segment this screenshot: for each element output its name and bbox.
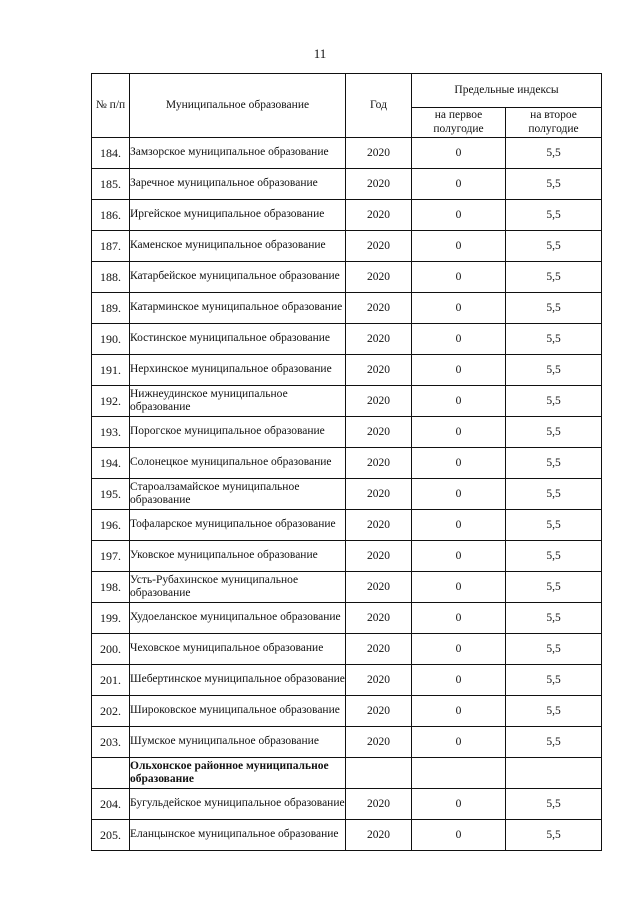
table-row [92,727,602,758]
table-row [92,696,602,727]
cell-first-half: 0 [412,603,506,634]
table-row [92,572,602,603]
cell-second-half: 5,5 [506,727,602,758]
page-number: 11 [313,46,327,61]
cell-second-half: 5,5 [506,355,602,386]
cell-municipality: Костинское муниципальное образование [130,324,346,355]
cell-second-half: 5,5 [506,169,602,200]
cell-number: 197. [92,541,130,572]
cell-second-half: 5,5 [506,789,602,820]
cell-year: 2020 [346,138,412,169]
cell-municipality: Солонецкое муниципальное образование [130,448,346,479]
cell-year: 2020 [346,820,412,851]
table-row [92,262,602,293]
cell-second-half: 5,5 [506,510,602,541]
table-row [92,293,602,324]
cell-municipality: Шумское муниципальное образование [130,727,346,758]
cell-municipality: Порогское муниципальное образование [130,417,346,448]
cell-municipality: Усть-Рубахинское муниципальное образование [130,572,346,603]
table-row [92,603,602,634]
cell-number: 184. [92,138,130,169]
table-row [92,386,602,417]
header-number: № п/п [92,74,130,138]
header-year: Год [346,74,412,138]
cell-second-half: 5,5 [506,448,602,479]
section-row [92,758,602,789]
cell-first-half: 0 [412,200,506,231]
cell-number: 188. [92,262,130,293]
cell-first-half: 0 [412,386,506,417]
table-row [92,665,602,696]
cell-second-half: 5,5 [506,696,602,727]
header-first-half: на первое полугодие [412,108,506,138]
cell-first-half: 0 [412,417,506,448]
cell-municipality: Уковское муниципальное образование [130,541,346,572]
cell-first-half: 0 [412,448,506,479]
cell-number: 193. [92,417,130,448]
cell-year: 2020 [346,324,412,355]
cell-year: 2020 [346,510,412,541]
cell-second-half: 5,5 [506,665,602,696]
cell-second-half: 5,5 [506,138,602,169]
cell-year: 2020 [346,417,412,448]
cell-year: 2020 [346,665,412,696]
cell-number: 190. [92,324,130,355]
cell-number: 204. [92,789,130,820]
cell-municipality: Худоеланское муниципальное образование [130,603,346,634]
cell-first-half: 0 [412,262,506,293]
cell-number: 191. [92,355,130,386]
table-row [92,138,602,169]
cell-year: 2020 [346,448,412,479]
header-limit-indexes: Предельные индексы [412,74,602,108]
table-row [92,169,602,200]
cell-first-half: 0 [412,572,506,603]
cell-number [92,758,130,789]
cell-number: 195. [92,479,130,510]
cell-municipality: Каменское муниципальное образование [130,231,346,262]
table-row [92,200,602,231]
cell-number: 189. [92,293,130,324]
table-row [92,820,602,851]
cell-first-half: 0 [412,665,506,696]
cell-second-half: 5,5 [506,572,602,603]
cell-municipality: Иргейское муниципальное образование [130,200,346,231]
cell-municipality: Ольхонское районное муниципальное образование [130,758,346,789]
cell-number: 199. [92,603,130,634]
cell-year: 2020 [346,727,412,758]
cell-number: 187. [92,231,130,262]
cell-municipality: Шебертинское муниципальное образование [130,665,346,696]
cell-first-half: 0 [412,138,506,169]
cell-number: 203. [92,727,130,758]
table-row [92,789,602,820]
cell-municipality: Широковское муниципальное образование [130,696,346,727]
cell-number: 205. [92,820,130,851]
cell-second-half: 5,5 [506,262,602,293]
cell-year: 2020 [346,541,412,572]
table-body [92,138,602,851]
cell-second-half: 5,5 [506,820,602,851]
cell-number: 200. [92,634,130,665]
cell-first-half: 0 [412,293,506,324]
cell-year [346,758,412,789]
cell-number: 201. [92,665,130,696]
table-row [92,634,602,665]
cell-first-half: 0 [412,479,506,510]
table-row [92,448,602,479]
cell-number: 194. [92,448,130,479]
cell-second-half: 5,5 [506,200,602,231]
cell-year: 2020 [346,634,412,665]
cell-number: 198. [92,572,130,603]
cell-second-half: 5,5 [506,417,602,448]
cell-municipality: Катарминское муниципальное образование [130,293,346,324]
table-row [92,510,602,541]
cell-municipality: Тофаларское муниципальное образование [130,510,346,541]
cell-second-half: 5,5 [506,231,602,262]
cell-municipality: Нерхинское муниципальное образование [130,355,346,386]
cell-year: 2020 [346,386,412,417]
cell-second-half: 5,5 [506,386,602,417]
cell-municipality: Катарбейское муниципальное образование [130,262,346,293]
cell-year: 2020 [346,355,412,386]
cell-first-half: 0 [412,727,506,758]
cell-first-half: 0 [412,169,506,200]
header-municipality: Муниципальное образование [130,74,346,138]
cell-first-half: 0 [412,231,506,262]
cell-second-half: 5,5 [506,479,602,510]
cell-first-half [412,758,506,789]
cell-second-half: 5,5 [506,603,602,634]
cell-number: 186. [92,200,130,231]
limit-index-table [91,73,602,851]
cell-second-half [506,758,602,789]
cell-number: 196. [92,510,130,541]
cell-municipality: Заречное муниципальное образование [130,169,346,200]
table-row [92,479,602,510]
cell-first-half: 0 [412,789,506,820]
cell-first-half: 0 [412,355,506,386]
cell-year: 2020 [346,293,412,324]
cell-municipality: Староалзамайское муниципальное образование [130,479,346,510]
cell-municipality: Бугульдейское муниципальное образование [130,789,346,820]
cell-number: 202. [92,696,130,727]
cell-second-half: 5,5 [506,324,602,355]
cell-year: 2020 [346,169,412,200]
cell-first-half: 0 [412,634,506,665]
header-second-half: на второе полугодие [506,108,602,138]
table-row [92,231,602,262]
cell-year: 2020 [346,231,412,262]
cell-first-half: 0 [412,510,506,541]
cell-first-half: 0 [412,820,506,851]
cell-first-half: 0 [412,541,506,572]
cell-second-half: 5,5 [506,541,602,572]
cell-year: 2020 [346,603,412,634]
table-row [92,355,602,386]
table-row [92,541,602,572]
cell-year: 2020 [346,479,412,510]
cell-number: 192. [92,386,130,417]
cell-municipality: Чеховское муниципальное образование [130,634,346,665]
cell-second-half: 5,5 [506,293,602,324]
cell-municipality: Нижнеудинское муниципальное образование [130,386,346,417]
table-row [92,417,602,448]
table-row [92,324,602,355]
cell-municipality: Замзорское муниципальное образование [130,138,346,169]
cell-number: 185. [92,169,130,200]
cell-year: 2020 [346,262,412,293]
cell-year: 2020 [346,696,412,727]
cell-municipality: Еланцынское муниципальное образование [130,820,346,851]
cell-first-half: 0 [412,696,506,727]
cell-first-half: 0 [412,324,506,355]
cell-year: 2020 [346,572,412,603]
cell-second-half: 5,5 [506,634,602,665]
cell-year: 2020 [346,789,412,820]
cell-year: 2020 [346,200,412,231]
